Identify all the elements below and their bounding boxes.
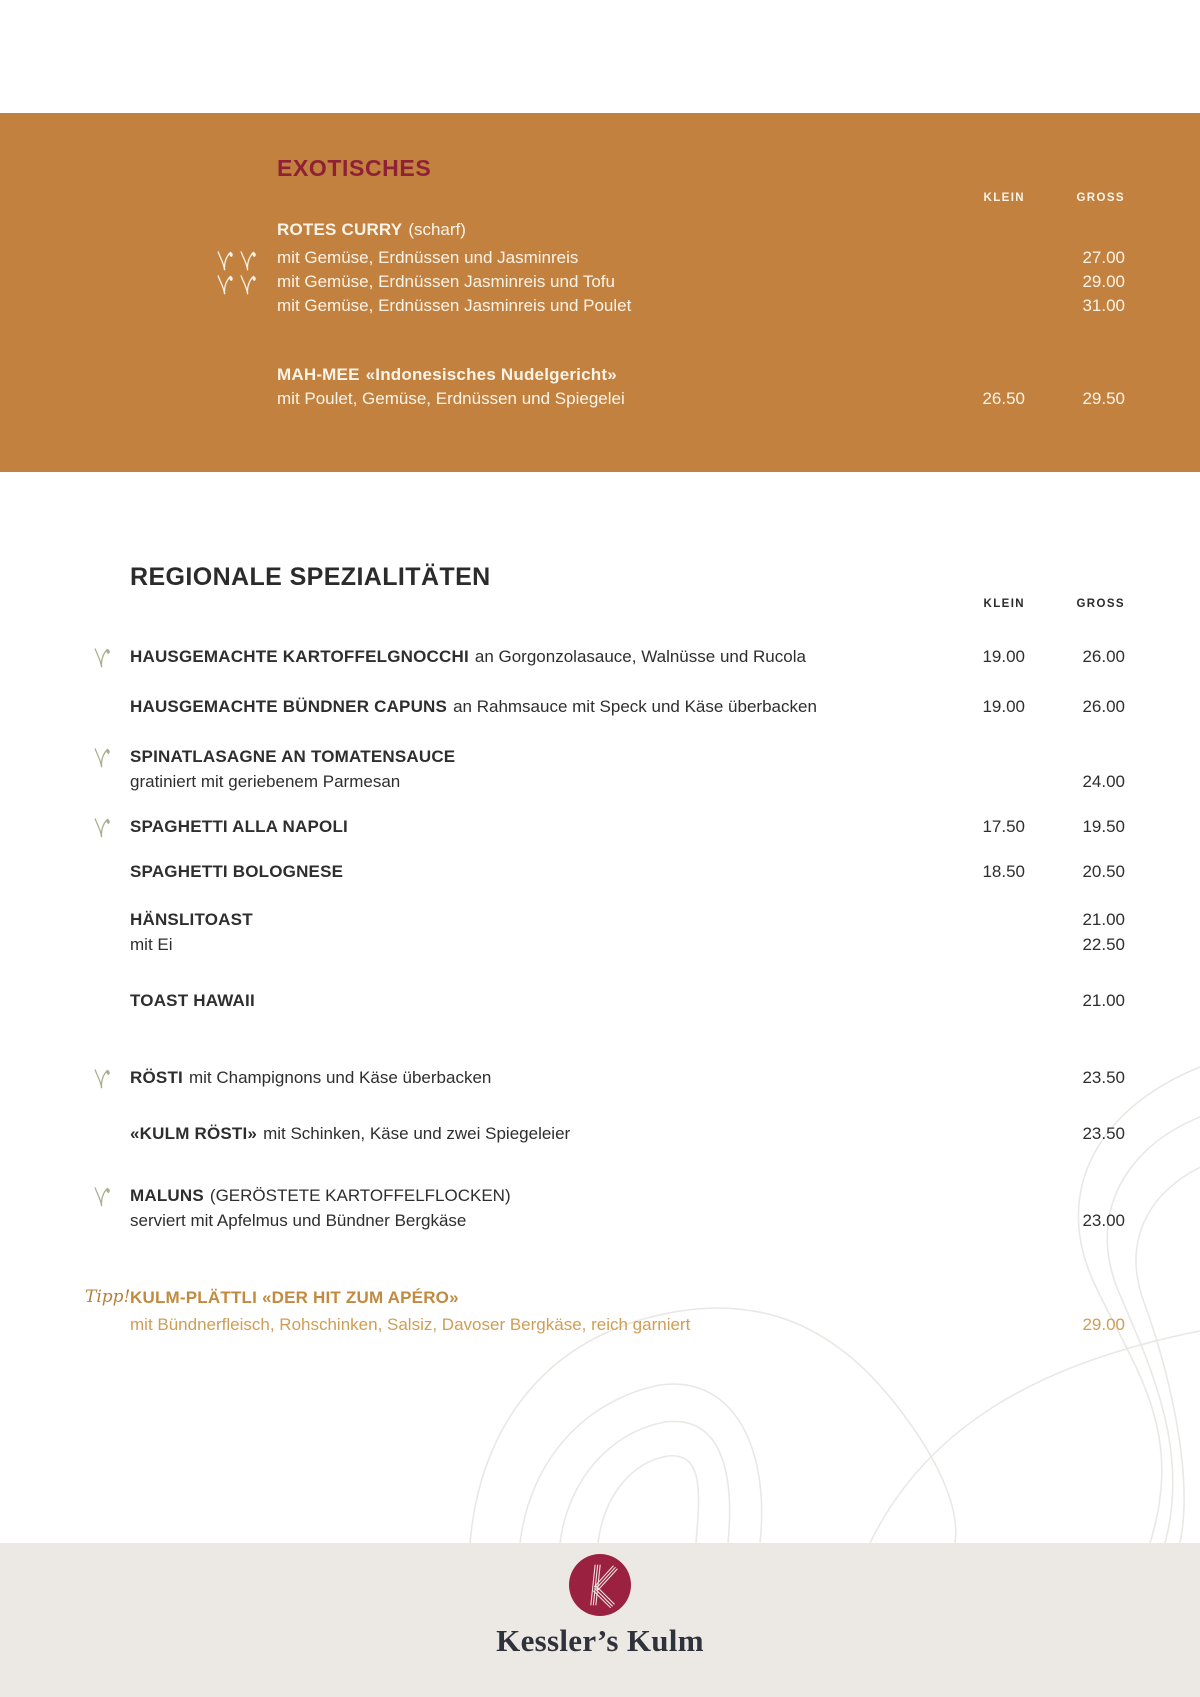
price-gross: 27.00 (1082, 248, 1125, 267)
price-klein: 19.00 (982, 697, 1025, 716)
regional-items (85, 645, 1125, 1336)
tip-label: Tipp! (85, 1287, 131, 1307)
item-name: TOAST HAWAII (130, 991, 255, 1010)
menu-option-row (277, 294, 1125, 318)
item-name: SPAGHETTI ALLA NAPOLI (130, 817, 348, 836)
menu-item-kulm-roesti (130, 1122, 1125, 1145)
menu-item-roesti (130, 1066, 1125, 1089)
price-gross: 21.00 (1082, 991, 1125, 1010)
item-desc: an Rahmsauce mit Speck und Käse überbacken (453, 697, 817, 716)
item-desc: mit Schinken, Käse und zwei Spiegeleier (263, 1124, 571, 1143)
footer (0, 1543, 1200, 1697)
menu-item-spinatlasagne (130, 745, 1125, 793)
item-name: HAUSGEMACHTE KARTOFFELGNOCCHI (130, 647, 469, 666)
sprout-icon (238, 249, 258, 273)
column-header-gross: GROSS (1076, 192, 1125, 204)
menu-item-kartoffelgnocchi (130, 645, 1125, 668)
item-desc: (GERÖSTETE KARTOFFELFLOCKEN) (209, 1186, 511, 1205)
price-gross: 29.00 (1082, 1315, 1125, 1334)
sprout-icon (215, 273, 235, 297)
sprout-icon (92, 1067, 112, 1091)
column-header-gross: GROSS (1076, 598, 1125, 610)
item-desc: an Gorgonzolasauce, Walnüsse und Rucola (474, 647, 806, 666)
option-text: mit Gemüse, Erdnüssen und Jasminreis (277, 248, 579, 267)
sprout-icon (92, 816, 112, 840)
item-name: KULM-PLÄTTLI «DER HIT ZUM APÉRO» (130, 1288, 459, 1307)
sprout-icon (92, 1185, 112, 1209)
price-column-headers (277, 192, 1125, 205)
column-header-klein: KLEIN (983, 598, 1025, 610)
menu-item-kulm-plaettli-tip (85, 1286, 1125, 1336)
exotic-section (0, 113, 1200, 472)
sprout-icon (215, 249, 235, 273)
item-name-line (277, 363, 1125, 387)
item-desc: mit Champignons und Käse überbacken (188, 1068, 492, 1087)
regional-section-title: REGIONALE SPEZIALITÄTEN (130, 563, 491, 591)
item-sub-desc: serviert mit Apfelmus und Bündner Bergkäse (130, 1211, 467, 1230)
price-gross: 26.00 (1082, 647, 1125, 666)
option-text: mit Gemüse, Erdnüssen Jasminreis und Poulet (277, 296, 632, 315)
price-gross: 23.50 (1082, 1124, 1125, 1143)
item-name: «KULM RÖSTI» (130, 1124, 258, 1143)
sprout-icon (92, 646, 112, 670)
vegan-icon (92, 816, 112, 840)
price-gross: 23.00 (1082, 1211, 1125, 1230)
vegan-icon (92, 646, 112, 670)
menu-option-row (277, 246, 1125, 270)
item-name: MAH-MEE (277, 365, 360, 384)
menu-item-spaghetti-napoli (130, 815, 1125, 838)
item-name: HAUSGEMACHTE BÜNDNER CAPUNS (130, 697, 448, 716)
price-klein: 19.00 (982, 647, 1025, 666)
menu-option-row (277, 270, 1125, 294)
menu-item-maluns (130, 1184, 1125, 1232)
price-gross: 21.00 (1082, 910, 1125, 929)
menu-item-mah-mee (277, 363, 1125, 411)
vegan-icon (92, 1067, 112, 1091)
option-text: mit Gemüse, Erdnüssen Jasminreis und Tofu (277, 272, 615, 291)
column-header-klein: KLEIN (983, 192, 1025, 204)
price-klein: 17.50 (982, 817, 1025, 836)
vegan-icon (92, 1185, 112, 1209)
menu-item-spaghetti-bolognese (130, 860, 1125, 883)
menu-item-capuns (130, 695, 1125, 718)
item-desc: mit Poulet, Gemüse, Erdnüssen und Spiegelei (277, 389, 625, 408)
kessler-k-monogram-logo (569, 1554, 631, 1616)
menu-item-haenslitoast (130, 908, 1125, 956)
item-sub-desc: mit Ei (130, 935, 173, 954)
item-desc-line (277, 387, 1125, 411)
regional-section (85, 472, 1125, 1336)
menu-item-rotes-curry (277, 218, 1125, 242)
item-name: MALUNS (130, 1186, 204, 1205)
item-name-suffix: (scharf) (408, 220, 466, 239)
price-gross: 29.50 (1082, 389, 1125, 408)
item-sub-desc: gratiniert mit geriebenem Parmesan (130, 772, 401, 791)
vegan-icon (92, 746, 112, 770)
price-gross: 29.00 (1082, 272, 1125, 291)
price-klein: 26.50 (982, 389, 1025, 408)
price-gross: 22.50 (1082, 935, 1125, 954)
item-name-suffix: «Indonesisches Nudelgericht» (365, 365, 617, 384)
price-klein: 18.50 (982, 862, 1025, 881)
item-name: RÖSTI (130, 1068, 183, 1087)
menu-item-toast-hawaii (130, 989, 1125, 1012)
price-gross: 20.50 (1082, 862, 1125, 881)
price-gross: 23.50 (1082, 1068, 1125, 1087)
sprout-icon (238, 273, 258, 297)
price-gross: 26.00 (1082, 697, 1125, 716)
price-gross: 24.00 (1082, 772, 1125, 791)
item-name: HÄNSLITOAST (130, 910, 253, 929)
brand-name: Kessler’s Kulm (496, 1623, 704, 1658)
exotic-section-title: EXOTISCHES (277, 155, 432, 181)
vegan-icons (215, 249, 258, 273)
price-column-headers (130, 598, 1125, 611)
item-desc: mit Bündnerfleisch, Rohschinken, Salsiz, Davoser Bergkäse, reich garniert (130, 1315, 691, 1334)
sprout-icon (92, 746, 112, 770)
item-name: SPINATLASAGNE AN TOMATENSAUCE (130, 747, 456, 766)
vegan-icons (215, 273, 258, 297)
rotes-curry-options (277, 246, 1125, 318)
price-gross: 31.00 (1082, 296, 1125, 315)
item-name: ROTES CURRY (277, 220, 403, 239)
item-name: SPAGHETTI BOLOGNESE (130, 862, 344, 881)
price-gross: 19.50 (1082, 817, 1125, 836)
